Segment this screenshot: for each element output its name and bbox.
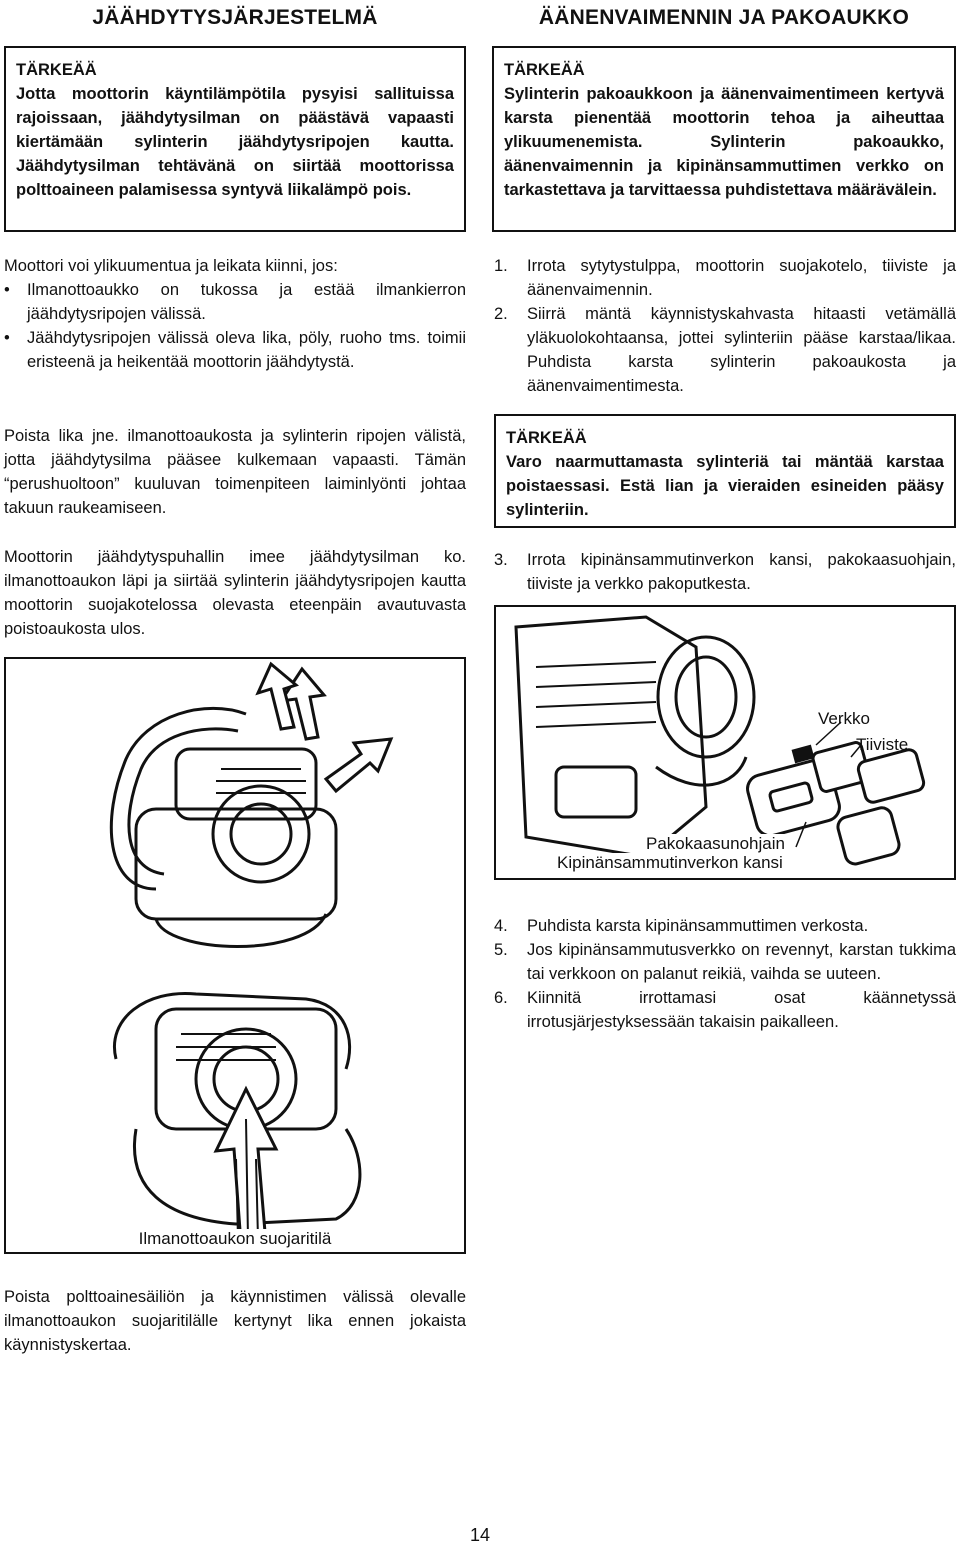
important-title: TÄRKEÄÄ — [504, 61, 585, 79]
steps-list-a — [494, 254, 956, 398]
paragraph-clean-intake: Poista lika jne. ilmanottoaukosta ja sylinterin ripojen välistä, jotta jäähdytysilma pääsee kulkemaan vapaasti. Tämän “perushuoltoon” kuuluvan toimenpiteen laiminlyönti johtaa takuun raukeamiseen. — [4, 427, 466, 517]
caption-text: Ilmanottoaukon suojaritilä — [135, 1229, 336, 1248]
bullet-text: Jäähdytysripojen välissä oleva lika, pöly, ruoho tms. toimii eristeenä ja heikentää moottorin jäähdytystä. — [27, 329, 466, 371]
step-item — [494, 986, 956, 1034]
step-item — [494, 914, 956, 938]
label-pakokaasuohjain: Pakokaasunohjain — [646, 834, 785, 853]
steps-list-c — [494, 914, 956, 1034]
bullet-symbol: • — [4, 329, 10, 347]
steps-list-b — [494, 548, 956, 596]
overheat-intro: Moottori voi ylikuumentua ja leikata kiinni, jos: — [4, 257, 338, 275]
step-number: 6. — [494, 989, 508, 1007]
bullet-text: Ilmanottoaukko on tukossa ja estää ilmankierron jäähdytysripojen välissä. — [27, 281, 466, 323]
step-text: Siirrä mäntä käynnistyskahvasta hitaasti vetämällä yläkuolokohtaansa, jottei sylinteriin pääse karstaa/likaa. Puhdista karsta sylinterin pakoaukosta ja äänenvaimentimesta. — [527, 305, 956, 395]
step-number: 4. — [494, 917, 508, 935]
step-number: 5. — [494, 941, 508, 959]
paragraph-intake-screen: Poista polttoainesäiliön ja käynnistimen välissä olevalle ilmanottoaukon suojaritilälle kertynyt lika ennen jokaista käynnistyskertaa. — [4, 1288, 466, 1354]
important-box-cooling — [4, 46, 466, 232]
label-verkko: Verkko — [818, 709, 870, 728]
bullet-item — [4, 326, 466, 374]
step-text: Jos kipinänsammutusverkko on revennyt, karstan tukkima tai verkkoon on palanut reikiä, vaihda se uuteen. — [527, 941, 956, 983]
bullet-item — [4, 278, 466, 326]
step-text: Kiinnitä irrottamasi osat käännetyssä irrotusjärjestyksessään takaisin paikalleen. — [527, 989, 956, 1031]
step-number: 2. — [494, 305, 508, 323]
important-text: Jotta moottorin käyntilämpötila pysyisi sallituissa rajoissaan, jäähdytysilman on päästävä vapaasti kiertämään sylinterin jäähdytysripojen kautta. Jäähdytysilman tehtävänä on siirtää moottorissa polttoaineen palamisessa syntyvä liikalämpö pois. — [16, 85, 454, 199]
section-heading-cooling: JÄÄHDYTYSJÄRJESTELMÄ — [92, 6, 378, 29]
step-text: Irrota kipinänsammutinverkon kansi, pakokaasuohjain, tiiviste ja verkko pakoputkesta. — [527, 551, 956, 593]
label-kansi: Kipinänsammutinverkon kansi — [557, 853, 783, 872]
page-number: 14 — [469, 1525, 491, 1545]
engine-airflow-figure — [4, 657, 466, 1254]
bullet-symbol: • — [4, 281, 10, 299]
step-item — [494, 548, 956, 596]
important-text: Sylinterin pakoaukkoon ja äänenvaimentimeen kertyvä karsta pienentää moottorin tehoa ja aiheuttaa ylikuumenemista. Sylinterin pakoaukko, äänenvaimennin ja kipinänsammuttimen verkko on tarkastettava ja tarvittaessa puhdistettava määrävälein. — [504, 85, 944, 199]
step-item — [494, 254, 956, 302]
important-box-scratch — [494, 414, 956, 528]
important-box-muffler — [492, 46, 956, 232]
step-item — [494, 938, 956, 986]
label-tiiviste: Tiiviste — [856, 735, 909, 754]
engine-illustration — [6, 659, 464, 1252]
figure-caption-intake-screen — [4, 1229, 466, 1249]
step-text: Irrota sytytystulppa, moottorin suojakotelo, tiiviste ja äänenvaimennin. — [527, 257, 956, 299]
important-title: TÄRKEÄÄ — [506, 429, 587, 447]
step-number: 3. — [494, 551, 508, 569]
step-item — [494, 302, 956, 398]
important-text: Varo naarmuttamasta sylinteriä tai mäntää karstaa poistaessasi. Estä lian ja vieraiden esineiden pääsy sylinteriin. — [506, 453, 944, 519]
step-text: Puhdista karsta kipinänsammuttimen verkosta. — [527, 917, 869, 935]
important-title: TÄRKEÄÄ — [16, 61, 97, 79]
step-number: 1. — [494, 257, 508, 275]
section-heading-muffler: ÄÄNENVAIMENNIN JA PAKOAUKKO — [538, 6, 910, 29]
paragraph-cooling-fan: Moottorin jäähdytyspuhallin imee jäähdytysilman ko. ilmanottoaukon läpi ja siirtää sylinterin jäähdytysripojen kautta moottorin suojakotelossa olevasta eteenpäin avautuvasta poistoaukosta ulos. — [4, 548, 466, 638]
overheat-bullet-list — [4, 278, 466, 374]
